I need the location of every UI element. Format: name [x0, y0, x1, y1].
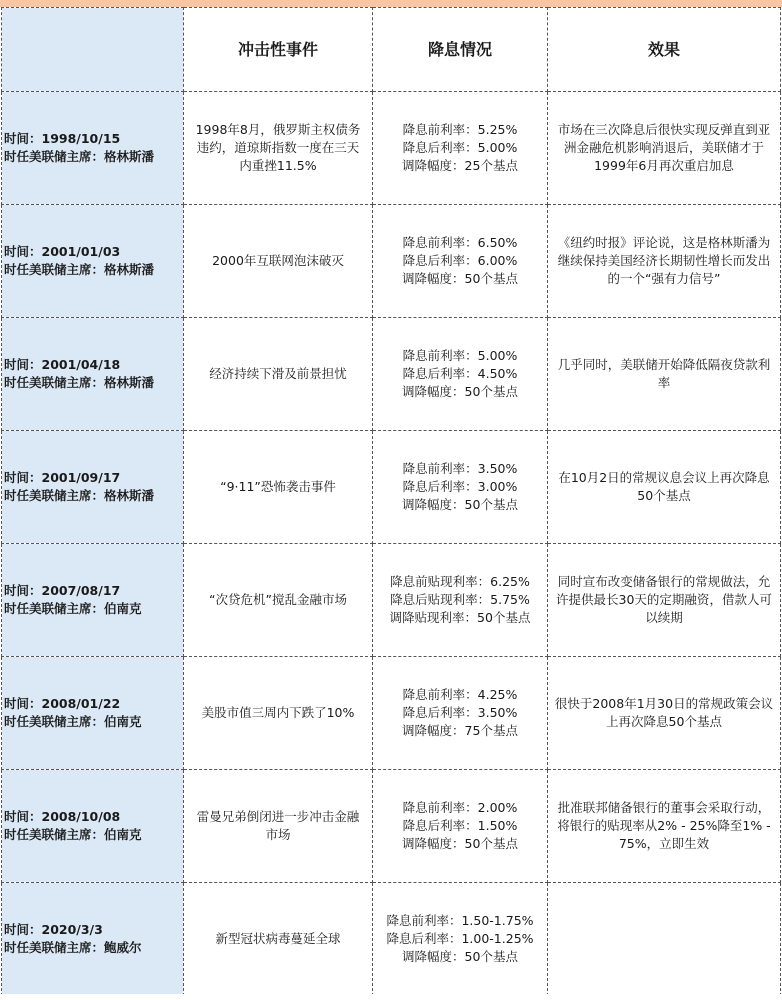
table-row — [2, 318, 781, 431]
chair-text: 时任美联储主席：鲍威尔 — [4, 940, 142, 955]
event-cell: 美股市值三周内下跌了10% — [184, 657, 373, 770]
chair-text: 时任美联储主席：格林斯潘 — [4, 488, 155, 503]
time-text: 时间：1998/10/15 — [4, 131, 121, 146]
time-text: 时间：2008/10/08 — [4, 809, 121, 824]
event-cell: 1998年8月，俄罗斯主权债务违约，道琼斯指数一度在三天内重挫11.5% — [184, 92, 373, 205]
table-row — [2, 92, 781, 205]
time-text: 时间：2001/09/17 — [4, 470, 121, 485]
event-cell: “次贷危机”搅乱金融市场 — [184, 544, 373, 657]
event-cell: 经济持续下滑及前景担忧 — [184, 318, 373, 431]
event-cell: 2000年互联网泡沫破灭 — [184, 205, 373, 318]
rate-cut: 调降幅度：50个基点 — [402, 271, 518, 286]
rate-cell — [373, 883, 548, 996]
header-rate: 降息情况 — [373, 8, 548, 92]
event-cell: 雷曼兄弟倒闭进一步冲击金融市场 — [184, 770, 373, 883]
rate-before: 降息前利率：1.50-1.75% — [386, 913, 534, 928]
rate-before: 降息前利率：5.25% — [402, 122, 518, 137]
header-event: 冲击性事件 — [184, 8, 373, 92]
time-cell — [2, 770, 184, 883]
effect-cell: 同时宣布改变储备银行的常规做法，允许提供最长30天的定期融资，借款人可以续期 — [548, 544, 781, 657]
rate-before: 降息前利率：3.50% — [402, 461, 518, 476]
rate-cell — [373, 92, 548, 205]
chair-text: 时任美联储主席：伯南克 — [4, 714, 142, 729]
effect-cell: 《纽约时报》评论说，这是格林斯潘为继续保持美国经济长期韧性增长而发出的一个“强有力信号” — [548, 205, 781, 318]
chair-text: 时任美联储主席：伯南克 — [4, 601, 142, 616]
rate-cut: 调降幅度：50个基点 — [402, 949, 518, 964]
table-row — [2, 883, 781, 996]
effect-cell: 很快于2008年1月30日的常规政策会议上再次降息50个基点 — [548, 657, 781, 770]
effect-cell — [548, 883, 781, 996]
top-accent-strip — [0, 0, 782, 7]
time-cell — [2, 544, 184, 657]
bottom-margin — [0, 994, 782, 1000]
fed-rate-cut-table — [1, 7, 781, 996]
time-cell — [2, 92, 184, 205]
table-row — [2, 431, 781, 544]
header-corner — [2, 8, 184, 92]
time-text: 时间：2001/04/18 — [4, 357, 121, 372]
rate-cell — [373, 431, 548, 544]
rate-cell — [373, 544, 548, 657]
rate-after: 降息后利率：5.00% — [402, 140, 518, 155]
header-row — [2, 8, 781, 92]
rate-after: 降息后利率：3.50% — [402, 705, 518, 720]
time-cell — [2, 657, 184, 770]
rate-after: 降息后利率：1.00-1.25% — [386, 931, 534, 946]
event-cell: 新型冠状病毒蔓延全球 — [184, 883, 373, 996]
rate-before: 降息前贴现利率：6.25% — [390, 574, 530, 589]
time-text: 时间：2008/01/22 — [4, 696, 121, 711]
time-text: 时间：2001/01/03 — [4, 244, 121, 259]
effect-cell: 市场在三次降息后很快实现反弹直到亚洲金融危机影响消退后，美联储才于1999年6月再次重启加息 — [548, 92, 781, 205]
time-text: 时间：2020/3/3 — [4, 922, 103, 937]
time-cell — [2, 205, 184, 318]
effect-cell: 在10月2日的常规议息会议上再次降息50个基点 — [548, 431, 781, 544]
chair-text: 时任美联储主席：格林斯潘 — [4, 375, 155, 390]
table-row — [2, 770, 781, 883]
rate-cut: 调降幅度：75个基点 — [402, 723, 518, 738]
rate-before: 降息前利率：6.50% — [402, 235, 518, 250]
rate-after: 降息后利率：4.50% — [402, 366, 518, 381]
rate-cut: 调降幅度：25个基点 — [402, 158, 518, 173]
rate-cell — [373, 205, 548, 318]
rate-after: 降息后利率：1.50% — [402, 818, 518, 833]
chair-text: 时任美联储主席：格林斯潘 — [4, 262, 155, 277]
rate-after: 降息后贴现利率：5.75% — [390, 592, 530, 607]
time-text: 时间：2007/08/17 — [4, 583, 121, 598]
time-cell — [2, 883, 184, 996]
effect-cell: 几乎同时，美联储开始降低隔夜贷款利率 — [548, 318, 781, 431]
rate-cell — [373, 318, 548, 431]
rate-cut: 调降幅度：50个基点 — [402, 836, 518, 851]
table-row — [2, 205, 781, 318]
rate-cell — [373, 770, 548, 883]
time-cell — [2, 431, 184, 544]
chair-text: 时任美联储主席：伯南克 — [4, 827, 142, 842]
header-effect: 效果 — [548, 8, 781, 92]
table-row — [2, 544, 781, 657]
table-row — [2, 657, 781, 770]
rate-before: 降息前利率：2.00% — [402, 800, 518, 815]
rate-before: 降息前利率：5.00% — [402, 348, 518, 363]
time-cell — [2, 318, 184, 431]
rate-after: 降息后利率：3.00% — [402, 479, 518, 494]
rate-cut: 调降幅度：50个基点 — [402, 384, 518, 399]
rate-cut: 调降贴现利率：50个基点 — [389, 610, 531, 625]
rate-after: 降息后利率：6.00% — [402, 253, 518, 268]
chair-text: 时任美联储主席：格林斯潘 — [4, 149, 155, 164]
rate-cell — [373, 657, 548, 770]
effect-cell: 批准联邦储备银行的董事会采取行动，将银行的贴现率从2% - 25%降至1% - 75%，立即生效 — [548, 770, 781, 883]
event-cell: “9·11”恐怖袭击事件 — [184, 431, 373, 544]
rate-cut: 调降幅度：50个基点 — [402, 497, 518, 512]
rate-before: 降息前利率：4.25% — [402, 687, 518, 702]
